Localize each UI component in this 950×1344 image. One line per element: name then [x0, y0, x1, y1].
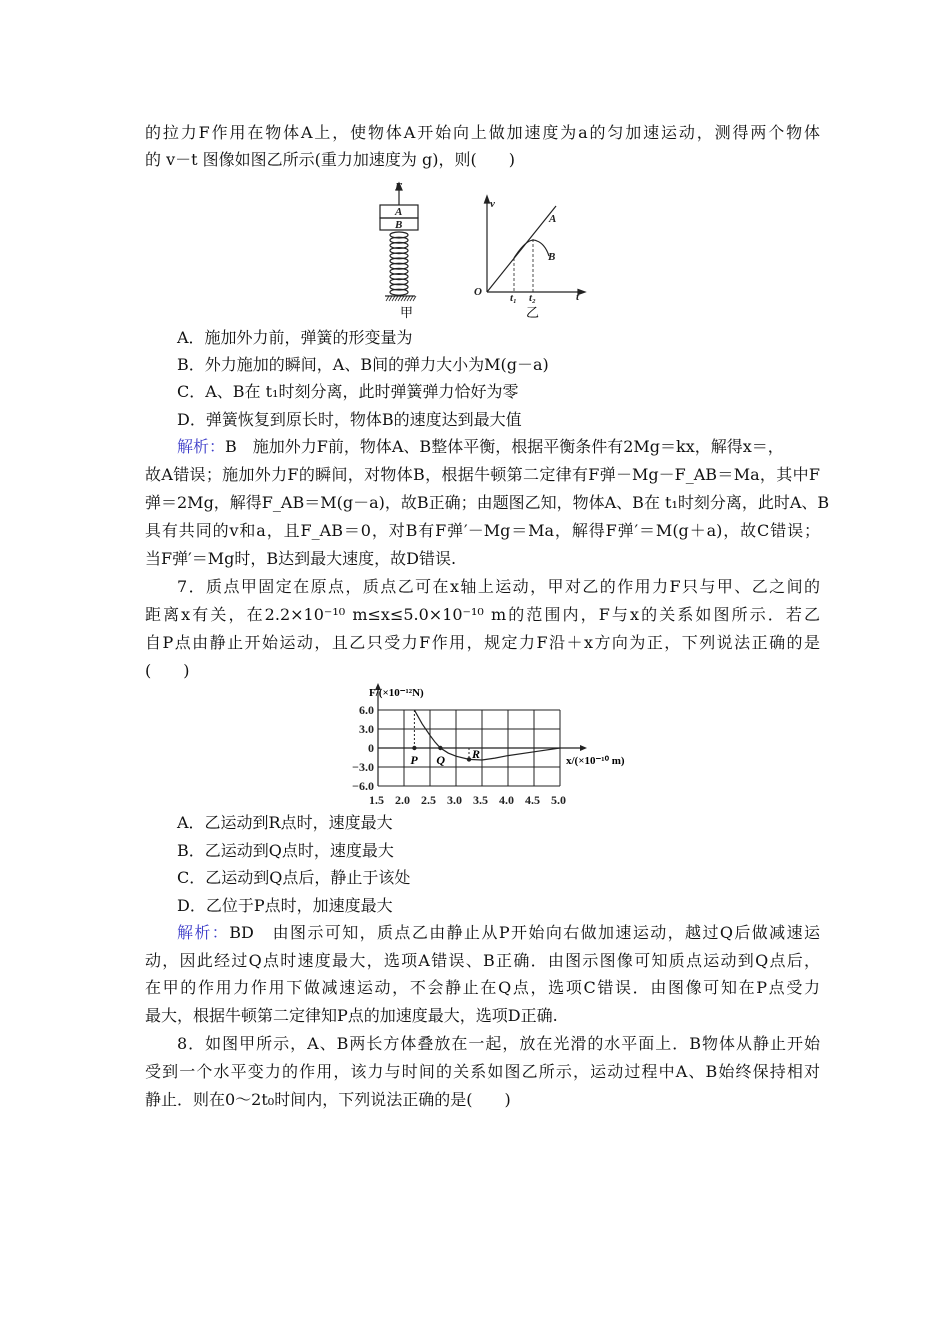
- t1-label: t₁: [510, 292, 517, 304]
- q6-stem-line: 的拉力F作用在物体A上，使物体A开始向上做加速度为a的匀加速运动，测得两个物体: [145, 123, 820, 142]
- x-tick-label: 5.0: [551, 793, 566, 807]
- q6-option-a: A．施加外力前，弹簧的形变量为: [177, 328, 413, 347]
- x-tick-label: 1.5: [369, 793, 384, 807]
- figure-caption-yi: 乙: [526, 305, 540, 320]
- t2-label: t₂: [529, 292, 536, 304]
- q6-figure: [0, 0, 950, 330]
- t-axis-label: t: [576, 291, 580, 303]
- analysis-label: 解析：: [177, 437, 226, 456]
- q8-stem-first: 8．如图甲所示，A、B两长方体叠放在一起，放在光滑的水平面上．B物体从静止开始: [177, 1034, 820, 1053]
- q7-stem-line: ( ): [145, 661, 190, 680]
- q8-stem-line: 受到一个水平变力的作用，该力与时间的关系如图乙所示，运动过程中A、B始终保持相对: [145, 1062, 820, 1081]
- q7-analysis-first: [177, 922, 820, 944]
- q6-analysis-text: B 施加外力F前，物体A、B整体平衡，根据平衡条件有2Mg＝kx，解得x＝，: [225, 437, 784, 456]
- q7-option-b: B．乙运动到Q点时，速度最大: [177, 841, 394, 860]
- force-label: F: [395, 181, 403, 193]
- x-tick-label: 2.5: [421, 793, 436, 807]
- origin-label: O: [474, 286, 482, 298]
- q7-stem-line: 距离x有关，在2.2×10⁻¹⁰ m≤x≤5.0×10⁻¹⁰ m的范围内，F与x的关系如图所示．若乙: [145, 605, 820, 624]
- curve-b: [514, 240, 549, 258]
- spring-icon: [390, 232, 408, 295]
- q6-option-d: D．弹簧恢复到原长时，物体B的速度达到最大值: [177, 410, 522, 429]
- y-tick-label: 3.0: [359, 722, 374, 737]
- point-label: P: [410, 753, 418, 767]
- analysis-label: 解析：: [177, 923, 230, 942]
- x-axis-label: x/(×10⁻¹⁰ m): [566, 755, 625, 767]
- q7-stem-first: 7．质点甲固定在原点，质点乙可在x轴上运动，甲对乙的作用力F只与甲、乙之间的: [177, 577, 820, 596]
- q6-analysis-line: 故A错误；施加外力F的瞬间，对物体B，根据牛顿第二定律有F弹－Mg－F_AB＝Ma，其中F: [145, 465, 820, 484]
- y-axis-label: F/(×10⁻¹²N): [369, 687, 424, 699]
- point-R: [467, 757, 471, 761]
- y-tick-label: 6.0: [359, 703, 374, 718]
- force-distance-chart: [0, 680, 950, 810]
- y-tick-label: −3.0: [352, 759, 374, 774]
- q8-stem-line: 静止．则在0～2t₀时间内，下列说法正确的是( ): [145, 1090, 511, 1109]
- q6-analysis-line: 具有共同的v和a，且F_AB＝0，对B有F弹′－Mg＝Ma，解得F弹′＝M(g＋a)，故C错误；: [145, 521, 820, 540]
- q7-analysis-line: 在甲的作用力作用下做减速运动，不会静止在Q点，选项C错误．由图像可知在P点受力: [145, 978, 820, 997]
- q7-analysis-text: BD 由图示可知，质点乙由静止从P开始向右做加速运动，越过Q后做减速运: [229, 923, 820, 942]
- block-a-label: A: [395, 206, 403, 218]
- q7-option-a: A．乙运动到R点时，速度最大: [177, 813, 393, 832]
- point-P: [412, 746, 416, 750]
- q6-stem-line: 的 v－t 图像如图乙所示(重力加速度为 g)，则( ): [145, 150, 515, 169]
- point-label: R: [472, 747, 481, 761]
- q6-analysis-line: 当F弹′＝Mg时，B达到最大速度，故D错误.: [145, 549, 457, 568]
- q7-analysis-line: 动，因此经过Q点时速度最大，选项A错误、B正确．由图示图像可知质点运动到Q点后，: [145, 951, 820, 970]
- q6-analysis-first: [177, 436, 820, 458]
- x-tick-label: 4.5: [525, 793, 540, 807]
- q7-stem-line: 自P点由静止开始运动，且乙只受力F作用，规定力F沿＋x方向为正，下列说法正确的是: [145, 633, 820, 652]
- block-b-label: B: [395, 219, 403, 231]
- q7-analysis-line: 最大，根据牛顿第二定律知P点的加速度最大，选项D正确.: [145, 1006, 558, 1025]
- q6-analysis-line: 弹＝2Mg，解得F_AB＝M(g－a)，故B正确；由题图乙知，物体A、B在 t₁时刻分离，此时A、B: [145, 493, 830, 512]
- q6-option-b: B．外力施加的瞬间，A、B间的弹力大小为M(g－a): [177, 355, 549, 374]
- curve-b-label: B: [548, 251, 556, 263]
- q7-option-d: D．乙位于P点时，加速度最大: [177, 896, 393, 915]
- x-tick-label: 3.5: [473, 793, 488, 807]
- figure-caption-jia: 甲: [400, 305, 414, 320]
- point-Q: [438, 746, 442, 750]
- y-tick-label: 0: [368, 741, 374, 755]
- v-axis-label: v: [490, 198, 495, 210]
- q7-option-c: C．乙运动到Q点后，静止于该处: [177, 868, 411, 887]
- x-tick-label: 4.0: [499, 793, 514, 807]
- point-label: Q: [436, 753, 446, 767]
- y-tick-label: −6.0: [352, 778, 374, 793]
- q6-option-c: C．A、B在 t₁时刻分离，此时弹簧弹力恰好为零: [177, 382, 519, 401]
- x-tick-label: 2.0: [395, 793, 410, 807]
- x-tick-label: 3.0: [447, 793, 462, 807]
- curve-a-label: A: [549, 213, 557, 225]
